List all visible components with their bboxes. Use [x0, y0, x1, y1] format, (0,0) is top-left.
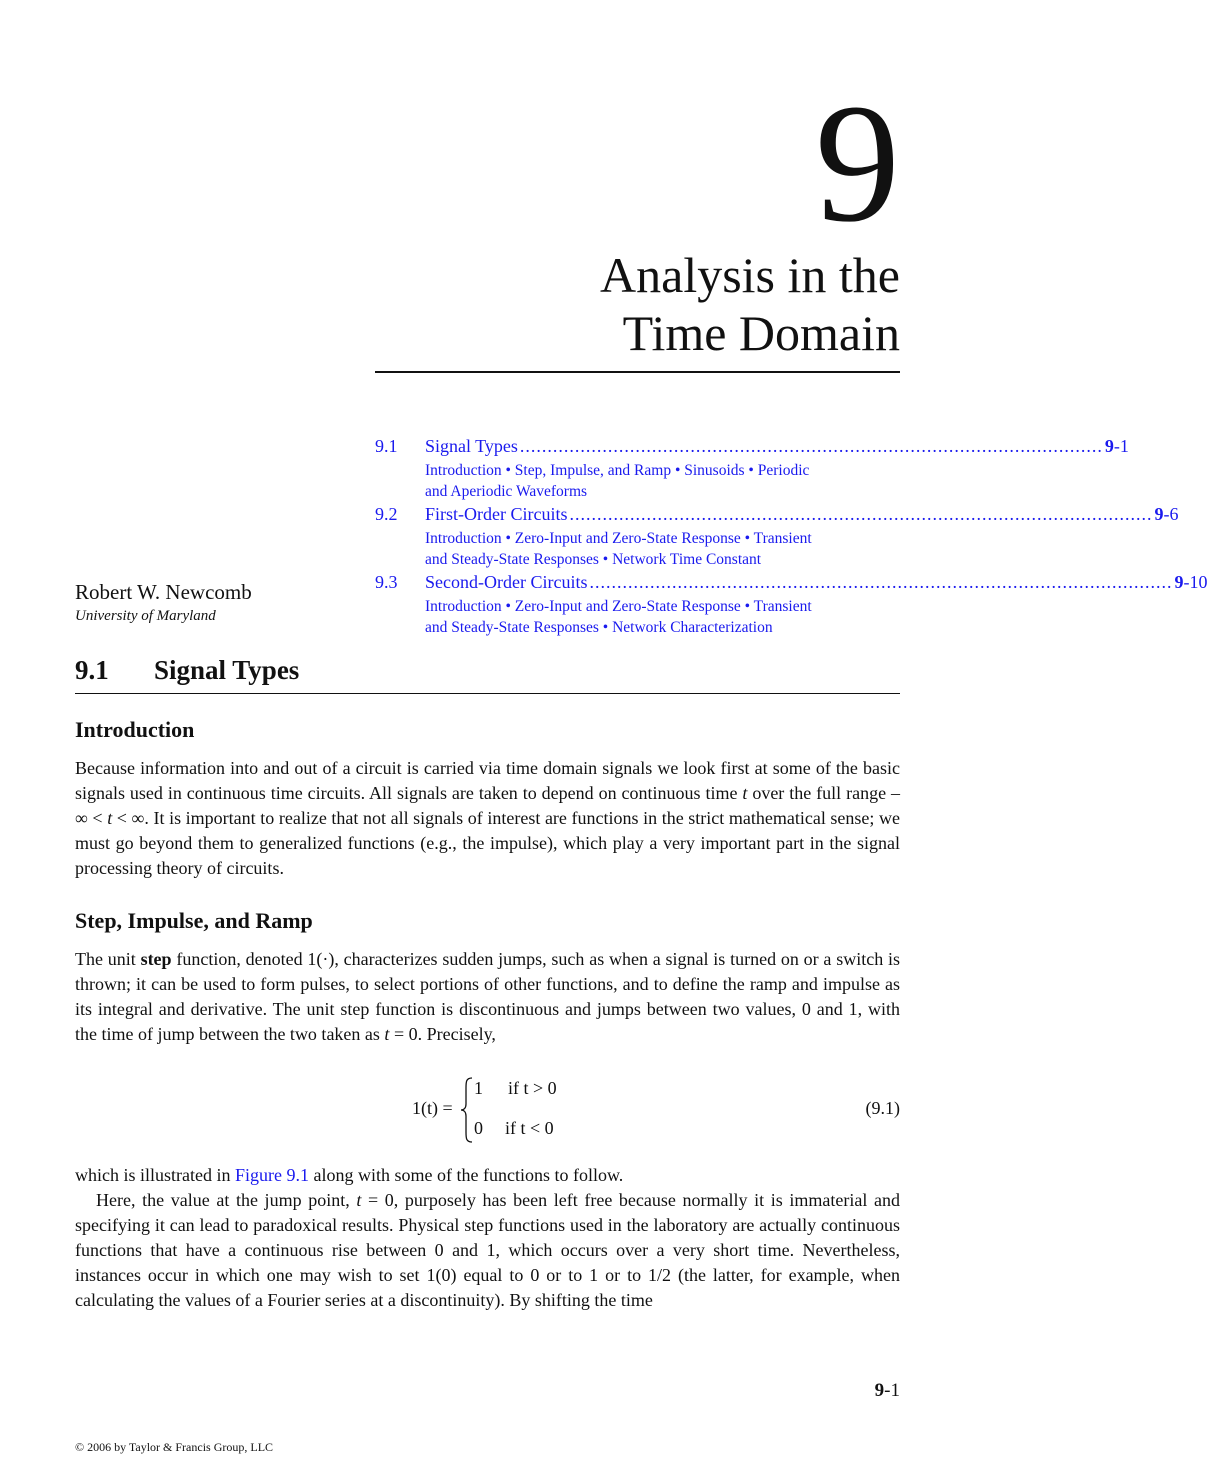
brace-icon [460, 1076, 474, 1144]
toc-entry-9-1[interactable] [375, 436, 1129, 502]
toc-leader-dots: .......................................................................................................... [569, 504, 1153, 524]
toc-title-link[interactable]: Signal Types [425, 436, 518, 456]
toc-entry-9-3[interactable] [375, 572, 1207, 638]
toc-page: 9-10 [1174, 572, 1207, 592]
toc-subtopics[interactable]: Introduction • Zero-Input and Zero-State Response • Transient and Steady-State Responses • Network Time Constant [425, 530, 812, 568]
toc-leader-dots: .......................................................................................................... [519, 436, 1103, 456]
subheading-introduction: Introduction [75, 717, 195, 742]
section-heading [75, 655, 900, 686]
toc-leader-dots: .......................................................................................................... [589, 572, 1173, 592]
paragraph-introduction: Because information into and out of a circuit is carried via time domain signals we look first at some of the basic signals used in continuous time circuits. All signals are taken to depend on continuous time t over the full range –∞ < t < ∞. It is important to realize that not all signals of interest are functions in the strict mathematical sense; we must go beyond them to generalized functions (e.g., the impulse), which play a very important part in the signal processing theory of circuits. [75, 758, 901, 878]
equation-case-1-condition: if t > 0 [508, 1078, 557, 1098]
chapter-title [600, 246, 900, 362]
toc-subtopics[interactable]: Introduction • Zero-Input and Zero-State Response • Transient and Steady-State Responses • Network Characterization [425, 598, 812, 636]
paragraph-jump-point: Here, the value at the jump point, t = 0, purposely has been left free because normally it is immaterial and specifying it can lead to paradoxical results. Physical step functions used in the laboratory are actually continuous functions that have a continuous rise between 0 and 1, which occurs over a very short time. Nevertheless, instances occur in which one may wish to set 1(0) equal to 0 or to 1 or to 1/2 (the latter, for example, when calculating the values of a Fourier series at a discontinuity). By shifting the time [75, 1190, 900, 1310]
page-number: 9-1 [874, 1380, 900, 1401]
figure-9-1-link[interactable]: Figure 9.1 [234, 1165, 309, 1185]
toc-title-link[interactable]: Second-Order Circuits [425, 572, 588, 592]
toc-page: 9-6 [1154, 504, 1179, 524]
subheading-step-impulse-ramp: Step, Impulse, and Ramp [75, 908, 313, 933]
section-title: Signal Types [154, 655, 300, 685]
toc-number: 9.2 [375, 504, 398, 524]
equation-case-2-condition: if t < 0 [505, 1118, 554, 1138]
paragraph-step-function: The unit step function, denoted 1(·), characterizes sudden jumps, such as when a signal is turned on or a switch is thrown; it can be used to form pulses, to select portions of other functions, and to define the ramp and impulse as its integral and derivative. The unit step function is discontinuous and jumps between two values, 0 and 1, with the time of jump between the two taken as t = 0. Precisely, [75, 949, 900, 1044]
toc-page: 9-1 [1104, 436, 1129, 456]
equation-lhs: 1(t) = [412, 1098, 453, 1118]
section-rule [75, 693, 900, 694]
equation-number: (9.1) [865, 1098, 900, 1118]
chapter-title-line-1: Analysis in the [600, 247, 900, 303]
toc-subtopics[interactable]: Introduction • Step, Impulse, and Ramp • Sinusoids • Periodic and Aperiodic Waveforms [425, 462, 810, 500]
author-name: Robert W. Newcomb [75, 580, 252, 604]
section-number: 9.1 [75, 655, 109, 685]
equation-case-1-value: 1 [474, 1078, 483, 1098]
toc-entry-9-2[interactable] [375, 504, 1179, 570]
table-of-contents [375, 436, 1207, 640]
title-rule [375, 371, 900, 373]
toc-title-link[interactable]: First-Order Circuits [425, 504, 568, 524]
copyright-notice: © 2006 by Taylor & Francis Group, LLC [75, 1440, 274, 1454]
author-affiliation: University of Maryland [75, 608, 216, 624]
equation-case-2-value: 0 [474, 1118, 483, 1138]
chapter-number: 9 [815, 69, 898, 257]
toc-number: 9.3 [375, 572, 398, 592]
paragraph-figure-reference: which is illustrated in Figure 9.1 along with some of the functions to follow. [75, 1165, 624, 1185]
toc-number: 9.1 [375, 436, 398, 456]
chapter-title-line-2: Time Domain [622, 305, 900, 361]
equation-unit-step [412, 1076, 612, 1144]
